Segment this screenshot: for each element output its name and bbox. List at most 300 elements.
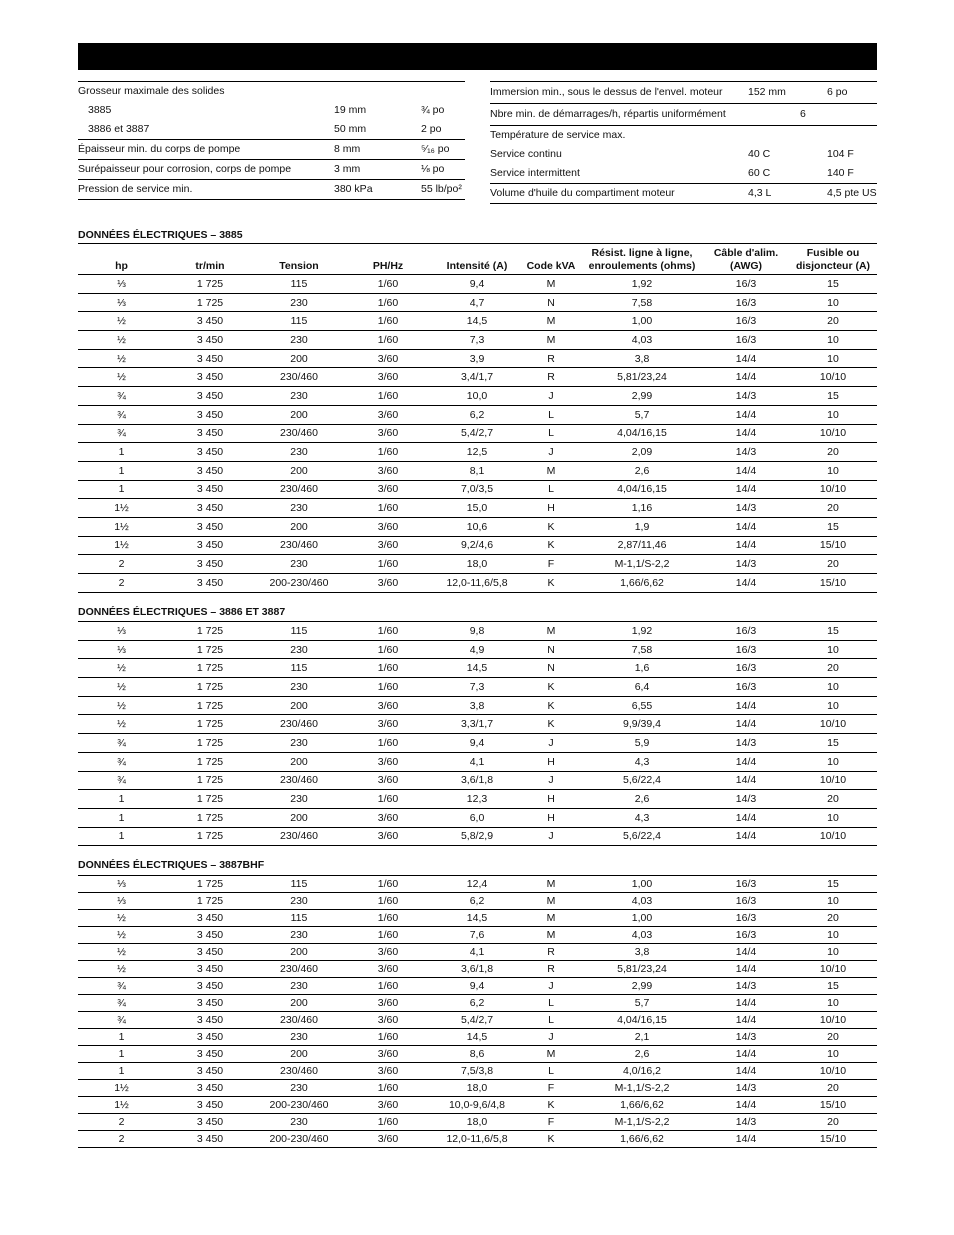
- table-row: [78, 405, 877, 424]
- cell-cable: 16/3: [703, 659, 789, 678]
- cell-phase-hz: 1/60: [343, 293, 433, 312]
- cell-kva-code: M: [521, 461, 581, 480]
- cell-rpm: 3 450: [165, 480, 255, 499]
- cell-fuse: 10: [789, 995, 877, 1012]
- cell-rpm: 3 450: [165, 1046, 255, 1063]
- cell-rpm: 3 450: [165, 312, 255, 331]
- cell-kva-code: R: [521, 349, 581, 368]
- spec-label: Pression de service min.: [78, 183, 193, 195]
- cell-fuse: 10: [789, 808, 877, 827]
- table-row: [78, 622, 877, 641]
- cell-fuse: 10: [789, 678, 877, 697]
- cell-cable: 14/3: [703, 1029, 789, 1046]
- cell-kva-code: J: [521, 771, 581, 790]
- cell-voltage: 200: [255, 1046, 343, 1063]
- cell-phase-hz: 3/60: [343, 461, 433, 480]
- cell-resistance: 5,7: [581, 995, 703, 1012]
- cell-fuse: 15/10: [789, 536, 877, 555]
- cell-amperage: 12,5: [433, 443, 521, 462]
- cell-amperage: 10,6: [433, 517, 521, 536]
- cell-voltage: 115: [255, 622, 343, 641]
- cell-phase-hz: 1/60: [343, 443, 433, 462]
- cell-phase-hz: 3/60: [343, 1097, 433, 1114]
- table-row: [78, 349, 877, 368]
- cell-resistance: 5,6/22,4: [581, 827, 703, 846]
- cell-resistance: 1,66/6,62: [581, 1097, 703, 1114]
- cell-resistance: 4,04/16,15: [581, 424, 703, 443]
- cell-hp: ½: [78, 696, 165, 715]
- cell-fuse: 15/10: [789, 574, 877, 593]
- cell-cable: 14/4: [703, 1097, 789, 1114]
- cell-kva-code: H: [521, 752, 581, 771]
- cell-rpm: 3 450: [165, 1131, 255, 1148]
- cell-rpm: 3 450: [165, 978, 255, 995]
- cell-amperage: 18,0: [433, 1080, 521, 1097]
- cell-phase-hz: 3/60: [343, 536, 433, 555]
- table-row: [78, 312, 877, 331]
- cell-cable: 14/4: [703, 480, 789, 499]
- cell-fuse: 15: [789, 387, 877, 406]
- cell-hp: ¾: [78, 734, 165, 753]
- cell-hp: ⅓: [78, 622, 165, 641]
- cell-phase-hz: 1/60: [343, 622, 433, 641]
- cell-amperage: 3,6/1,8: [433, 771, 521, 790]
- cell-cable: 14/4: [703, 1063, 789, 1080]
- cell-resistance: 2,6: [581, 1046, 703, 1063]
- cell-voltage: 230/460: [255, 1012, 343, 1029]
- cell-amperage: 3,8: [433, 696, 521, 715]
- cell-hp: 2: [78, 1114, 165, 1131]
- table-row: [78, 978, 877, 995]
- cell-kva-code: L: [521, 480, 581, 499]
- cell-rpm: 1 725: [165, 876, 255, 893]
- cell-amperage: 10,0-9,6/4,8: [433, 1097, 521, 1114]
- spec-label: Service intermittent: [490, 167, 580, 179]
- cell-amperage: 7,3: [433, 678, 521, 697]
- cell-resistance: 4,3: [581, 752, 703, 771]
- spec-label: Volume d'huile du compartiment moteur: [490, 187, 675, 199]
- cell-voltage: 230: [255, 893, 343, 910]
- cell-cable: 14/3: [703, 1080, 789, 1097]
- table-row: [78, 1046, 877, 1063]
- cell-voltage: 230: [255, 678, 343, 697]
- cell-rpm: 3 450: [165, 349, 255, 368]
- cell-kva-code: M: [521, 312, 581, 331]
- cell-fuse: 20: [789, 499, 877, 518]
- cell-voltage: 230: [255, 443, 343, 462]
- electrical-table-3885: [78, 243, 877, 593]
- cell-kva-code: F: [521, 1080, 581, 1097]
- cell-voltage: 230/460: [255, 715, 343, 734]
- cell-cable: 14/4: [703, 1046, 789, 1063]
- cell-rpm: 3 450: [165, 424, 255, 443]
- cell-cable: 14/4: [703, 771, 789, 790]
- cell-fuse: 15: [789, 622, 877, 641]
- cell-phase-hz: 3/60: [343, 715, 433, 734]
- cell-fuse: 15/10: [789, 1097, 877, 1114]
- cell-fuse: 10: [789, 461, 877, 480]
- cell-resistance: 1,00: [581, 876, 703, 893]
- cell-voltage: 200: [255, 696, 343, 715]
- cell-rpm: 3 450: [165, 331, 255, 350]
- cell-hp: ⅓: [78, 293, 165, 312]
- spec-metric-value: 4,3 L: [748, 187, 772, 199]
- cell-kva-code: J: [521, 443, 581, 462]
- cell-phase-hz: 1/60: [343, 876, 433, 893]
- cell-cable: 14/3: [703, 387, 789, 406]
- cell-rpm: 1 725: [165, 827, 255, 846]
- cell-phase-hz: 1/60: [343, 1029, 433, 1046]
- table-row: [78, 927, 877, 944]
- table-row: [78, 1097, 877, 1114]
- table-row: [78, 715, 877, 734]
- header-kva-code: Code kVA: [521, 244, 581, 275]
- cell-rpm: 3 450: [165, 995, 255, 1012]
- cell-hp: ¾: [78, 387, 165, 406]
- specs-right-column: [490, 81, 877, 204]
- cell-phase-hz: 3/60: [343, 517, 433, 536]
- table-row: [78, 1080, 877, 1097]
- cell-kva-code: K: [521, 536, 581, 555]
- cell-voltage: 200-230/460: [255, 1097, 343, 1114]
- cell-resistance: 2,99: [581, 387, 703, 406]
- cell-fuse: 10/10: [789, 961, 877, 978]
- table-row: [78, 275, 877, 294]
- cell-cable: 14/3: [703, 555, 789, 574]
- cell-amperage: 4,1: [433, 944, 521, 961]
- specs-left-column: [78, 81, 465, 200]
- cell-amperage: 9,4: [433, 275, 521, 294]
- cell-voltage: 200: [255, 995, 343, 1012]
- cell-fuse: 10: [789, 331, 877, 350]
- spec-label: Épaisseur min. du corps de pompe: [78, 143, 241, 155]
- cell-cable: 14/4: [703, 715, 789, 734]
- cell-fuse: 20: [789, 910, 877, 927]
- cell-hp: ¾: [78, 1012, 165, 1029]
- cell-kva-code: J: [521, 387, 581, 406]
- cell-kva-code: L: [521, 405, 581, 424]
- spec-label: Immersion min., sous le dessus de l'envel. moteur: [490, 86, 723, 98]
- cell-resistance: 1,66/6,62: [581, 574, 703, 593]
- table-row: [78, 555, 877, 574]
- cell-rpm: 3 450: [165, 944, 255, 961]
- cell-fuse: 15: [789, 876, 877, 893]
- spec-imperial-value: 55 lb/po²: [421, 183, 462, 195]
- spec-metric-value: 60 C: [748, 167, 771, 179]
- table-row: [78, 1131, 877, 1148]
- cell-rpm: 1 725: [165, 622, 255, 641]
- spec-label: Nbre min. de démarrages/h, répartis uniformément: [490, 108, 726, 120]
- cell-cable: 16/3: [703, 640, 789, 659]
- spec-metric-value: 3 mm: [334, 163, 361, 175]
- cell-hp: 1½: [78, 536, 165, 555]
- cell-resistance: 5,6/22,4: [581, 771, 703, 790]
- cell-fuse: 10/10: [789, 480, 877, 499]
- cell-fuse: 10: [789, 893, 877, 910]
- cell-kva-code: K: [521, 715, 581, 734]
- table-row: [78, 1029, 877, 1046]
- cell-phase-hz: 1/60: [343, 387, 433, 406]
- spec-label: 3885: [88, 104, 112, 116]
- spec-row: [490, 164, 877, 184]
- cell-phase-hz: 3/60: [343, 752, 433, 771]
- cell-rpm: 1 725: [165, 893, 255, 910]
- cell-voltage: 115: [255, 659, 343, 678]
- header-resistance: Résist. ligne à ligne, enroulements (ohms): [581, 244, 703, 275]
- cell-voltage: 230: [255, 331, 343, 350]
- cell-rpm: 1 725: [165, 734, 255, 753]
- cell-rpm: 3 450: [165, 461, 255, 480]
- cell-resistance: 1,16: [581, 499, 703, 518]
- cell-voltage: 200: [255, 517, 343, 536]
- cell-resistance: 4,04/16,15: [581, 1012, 703, 1029]
- spec-imperial-value: 4,5 pte US: [827, 187, 877, 199]
- cell-amperage: 5,4/2,7: [433, 1012, 521, 1029]
- cell-kva-code: J: [521, 734, 581, 753]
- cell-hp: ¾: [78, 424, 165, 443]
- cell-hp: 1: [78, 443, 165, 462]
- cell-hp: ¾: [78, 995, 165, 1012]
- cell-amperage: 4,7: [433, 293, 521, 312]
- cell-voltage: 230: [255, 927, 343, 944]
- cell-rpm: 1 725: [165, 696, 255, 715]
- cell-fuse: 15: [789, 734, 877, 753]
- cell-cable: 14/4: [703, 536, 789, 555]
- cell-resistance: 4,3: [581, 808, 703, 827]
- cell-amperage: 12,3: [433, 790, 521, 809]
- table-title-3887bhf: DONNÉES ÉLECTRIQUES – 3887BHF: [78, 859, 265, 871]
- cell-voltage: 230/460: [255, 1063, 343, 1080]
- cell-amperage: 18,0: [433, 1114, 521, 1131]
- cell-rpm: 3 450: [165, 927, 255, 944]
- cell-voltage: 200: [255, 405, 343, 424]
- table-row: [78, 995, 877, 1012]
- cell-kva-code: K: [521, 1097, 581, 1114]
- cell-voltage: 200: [255, 808, 343, 827]
- cell-kva-code: R: [521, 944, 581, 961]
- cell-voltage: 230/460: [255, 771, 343, 790]
- cell-rpm: 1 725: [165, 275, 255, 294]
- cell-phase-hz: 1/60: [343, 1080, 433, 1097]
- cell-cable: 14/4: [703, 944, 789, 961]
- cell-hp: 1½: [78, 1097, 165, 1114]
- cell-hp: 2: [78, 1131, 165, 1148]
- cell-fuse: 10/10: [789, 827, 877, 846]
- cell-phase-hz: 3/60: [343, 349, 433, 368]
- cell-resistance: 5,9: [581, 734, 703, 753]
- cell-cable: 14/3: [703, 978, 789, 995]
- cell-phase-hz: 3/60: [343, 1131, 433, 1148]
- table-row: [78, 752, 877, 771]
- cell-hp: ½: [78, 910, 165, 927]
- spec-row: [490, 126, 877, 145]
- cell-cable: 14/4: [703, 1131, 789, 1148]
- cell-hp: 1: [78, 1029, 165, 1046]
- cell-phase-hz: 3/60: [343, 574, 433, 593]
- cell-hp: ½: [78, 678, 165, 697]
- table-row: [78, 944, 877, 961]
- cell-amperage: 10,0: [433, 387, 521, 406]
- cell-rpm: 3 450: [165, 443, 255, 462]
- cell-amperage: 12,0-11,6/5,8: [433, 1131, 521, 1148]
- cell-cable: 14/4: [703, 961, 789, 978]
- cell-voltage: 230: [255, 555, 343, 574]
- cell-amperage: 6,0: [433, 808, 521, 827]
- cell-fuse: 10/10: [789, 368, 877, 387]
- cell-phase-hz: 3/60: [343, 480, 433, 499]
- cell-resistance: 1,00: [581, 910, 703, 927]
- cell-phase-hz: 3/60: [343, 1012, 433, 1029]
- spec-metric-value: 152 mm: [748, 86, 786, 98]
- spec-value: 6: [800, 108, 806, 120]
- table-row: [78, 827, 877, 846]
- cell-cable: 16/3: [703, 293, 789, 312]
- table-row: [78, 331, 877, 350]
- cell-cable: 16/3: [703, 910, 789, 927]
- cell-fuse: 15/10: [789, 1131, 877, 1148]
- cell-phase-hz: 1/60: [343, 555, 433, 574]
- cell-kva-code: L: [521, 1063, 581, 1080]
- cell-cable: 14/4: [703, 424, 789, 443]
- spec-metric-value: 19 mm: [334, 104, 367, 116]
- cell-cable: 16/3: [703, 275, 789, 294]
- spec-row: [78, 160, 465, 180]
- table-row: [78, 790, 877, 809]
- cell-rpm: 3 450: [165, 555, 255, 574]
- cell-fuse: 10: [789, 1046, 877, 1063]
- cell-resistance: 5,7: [581, 405, 703, 424]
- cell-resistance: 7,58: [581, 293, 703, 312]
- cell-amperage: 3,9: [433, 349, 521, 368]
- cell-cable: 14/4: [703, 405, 789, 424]
- cell-hp: ¾: [78, 978, 165, 995]
- cell-fuse: 20: [789, 659, 877, 678]
- cell-kva-code: N: [521, 640, 581, 659]
- cell-phase-hz: 3/60: [343, 961, 433, 978]
- cell-amperage: 14,5: [433, 312, 521, 331]
- cell-resistance: 2,6: [581, 461, 703, 480]
- cell-fuse: 10/10: [789, 1063, 877, 1080]
- cell-resistance: 2,09: [581, 443, 703, 462]
- cell-resistance: M-1,1/S-2,2: [581, 1080, 703, 1097]
- cell-amperage: 9,4: [433, 978, 521, 995]
- cell-voltage: 200: [255, 752, 343, 771]
- cell-amperage: 6,2: [433, 995, 521, 1012]
- cell-fuse: 20: [789, 312, 877, 331]
- spec-imperial-value: 140 F: [827, 167, 854, 179]
- cell-kva-code: F: [521, 555, 581, 574]
- cell-voltage: 230: [255, 1114, 343, 1131]
- table-row: [78, 424, 877, 443]
- cell-resistance: 1,00: [581, 312, 703, 331]
- cell-cable: 16/3: [703, 622, 789, 641]
- cell-amperage: 4,9: [433, 640, 521, 659]
- cell-amperage: 12,4: [433, 876, 521, 893]
- spec-imperial-value: ⁵⁄₁₆ po: [421, 143, 450, 155]
- cell-fuse: 10: [789, 927, 877, 944]
- cell-resistance: 4,0/16,2: [581, 1063, 703, 1080]
- cell-resistance: 1,6: [581, 659, 703, 678]
- cell-hp: 1½: [78, 499, 165, 518]
- table-row: [78, 480, 877, 499]
- cell-voltage: 230: [255, 499, 343, 518]
- spec-label: Grosseur maximale des solides: [78, 85, 225, 97]
- header-rpm: tr/min: [165, 244, 255, 275]
- cell-cable: 16/3: [703, 893, 789, 910]
- spec-metric-value: 50 mm: [334, 123, 367, 135]
- header-cable: Câble d'alim. (AWG): [703, 244, 789, 275]
- table-row: [78, 461, 877, 480]
- cell-hp: 1: [78, 1046, 165, 1063]
- cell-rpm: 3 450: [165, 961, 255, 978]
- cell-hp: 1: [78, 461, 165, 480]
- cell-rpm: 3 450: [165, 1114, 255, 1131]
- spec-row: [78, 82, 465, 101]
- cell-amperage: 5,8/2,9: [433, 827, 521, 846]
- cell-voltage: 230/460: [255, 424, 343, 443]
- table-row: [78, 734, 877, 753]
- cell-amperage: 6,2: [433, 893, 521, 910]
- cell-fuse: 10/10: [789, 715, 877, 734]
- cell-phase-hz: 3/60: [343, 944, 433, 961]
- cell-voltage: 230: [255, 293, 343, 312]
- cell-fuse: 10: [789, 696, 877, 715]
- cell-phase-hz: 3/60: [343, 405, 433, 424]
- cell-kva-code: M: [521, 1046, 581, 1063]
- cell-resistance: 4,03: [581, 893, 703, 910]
- cell-amperage: 12,0-11,6/5,8: [433, 574, 521, 593]
- table-title-3885: DONNÉES ÉLECTRIQUES – 3885: [78, 229, 243, 241]
- cell-kva-code: M: [521, 331, 581, 350]
- cell-amperage: 4,1: [433, 752, 521, 771]
- cell-phase-hz: 1/60: [343, 978, 433, 995]
- table-title-3886-3887: DONNÉES ÉLECTRIQUES – 3886 ET 3887: [78, 606, 286, 618]
- cell-cable: 14/4: [703, 696, 789, 715]
- cell-resistance: 7,58: [581, 640, 703, 659]
- spec-row: [78, 180, 465, 200]
- table-row: [78, 574, 877, 593]
- cell-amperage: 5,4/2,7: [433, 424, 521, 443]
- cell-rpm: 3 450: [165, 910, 255, 927]
- table-row: [78, 1114, 877, 1131]
- cell-phase-hz: 1/60: [343, 927, 433, 944]
- cell-rpm: 3 450: [165, 405, 255, 424]
- cell-hp: ⅓: [78, 893, 165, 910]
- cell-resistance: 2,1: [581, 1029, 703, 1046]
- cell-amperage: 3,6/1,8: [433, 961, 521, 978]
- cell-resistance: 1,66/6,62: [581, 1131, 703, 1148]
- cell-kva-code: R: [521, 368, 581, 387]
- cell-rpm: 1 725: [165, 790, 255, 809]
- cell-fuse: 15: [789, 978, 877, 995]
- cell-cable: 14/4: [703, 368, 789, 387]
- cell-voltage: 200: [255, 944, 343, 961]
- cell-voltage: 200-230/460: [255, 1131, 343, 1148]
- cell-phase-hz: 3/60: [343, 995, 433, 1012]
- cell-voltage: 115: [255, 275, 343, 294]
- cell-hp: 2: [78, 574, 165, 593]
- cell-kva-code: R: [521, 961, 581, 978]
- table-row: [78, 961, 877, 978]
- spec-row: [490, 82, 877, 104]
- cell-cable: 14/4: [703, 574, 789, 593]
- cell-kva-code: M: [521, 876, 581, 893]
- cell-amperage: 3,4/1,7: [433, 368, 521, 387]
- spec-row: [78, 120, 465, 140]
- cell-rpm: 3 450: [165, 499, 255, 518]
- spec-label: Surépaisseur pour corrosion, corps de pompe: [78, 163, 292, 175]
- cell-resistance: 4,03: [581, 927, 703, 944]
